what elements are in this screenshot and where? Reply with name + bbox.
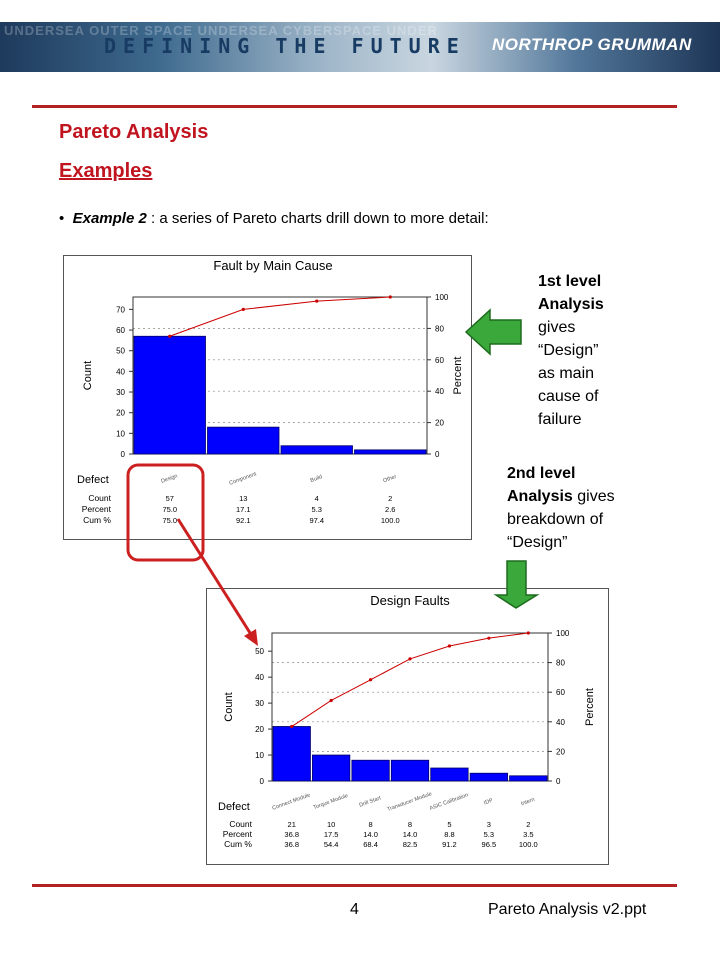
drilldown-connector-line <box>178 519 252 636</box>
right-tick-label: 100 <box>556 629 570 638</box>
bottom-divider <box>32 884 677 887</box>
annotation-first-line-7: failure <box>538 411 582 428</box>
table-cell: 21 <box>287 820 296 829</box>
table-cell: 14.0 <box>363 830 378 839</box>
category-label: Transducer Module <box>386 791 433 813</box>
table-cell: 82.5 <box>402 840 418 849</box>
table-cell: 68.4 <box>363 840 378 849</box>
annotation-second-plain: gives <box>572 488 615 505</box>
y2-axis-label: Percent <box>452 356 464 395</box>
y-axis-label: Count <box>82 360 94 391</box>
right-tick-label: 80 <box>435 324 444 334</box>
category-label: Connect Module <box>271 792 312 812</box>
left-tick-label: 10 <box>116 429 125 439</box>
table-cell: 75.0 <box>162 516 178 525</box>
table-header: Defect <box>77 474 109 486</box>
table-cell: 100.0 <box>380 516 400 525</box>
bullet-emphasis: Example 2 <box>72 210 147 227</box>
left-tick-label: 20 <box>255 725 264 735</box>
left-tick-label: 40 <box>255 673 264 683</box>
annotation-first-line-3: gives <box>538 319 576 336</box>
chart-title: Fault by Main Cause <box>213 258 333 273</box>
bullet-marker: • <box>59 210 73 227</box>
footer-file-name: Pareto Analysis v2.ppt <box>488 901 647 918</box>
drilldown-arrowhead <box>244 629 258 646</box>
right-tick-label: 20 <box>435 418 444 428</box>
left-tick-label: 50 <box>255 647 264 657</box>
category-label: Build <box>309 474 324 484</box>
green-left-arrow <box>466 310 521 354</box>
annotation-first-line-1: 1st level <box>538 273 602 290</box>
table-cell: 17.5 <box>323 830 339 839</box>
slide-subtitle: Examples <box>59 160 153 182</box>
left-tick-label: 10 <box>255 751 264 761</box>
table-cell: 92.1 <box>235 516 251 525</box>
table-cell: 5.3 <box>311 505 322 514</box>
category-label: Design <box>160 473 179 485</box>
footer-page-number: 4 <box>350 901 359 918</box>
table-header: Defect <box>218 801 250 813</box>
table-row-label: Cum % <box>83 515 111 525</box>
right-tick-label: 40 <box>435 387 444 397</box>
right-tick-label: 80 <box>556 658 565 668</box>
annotation-second-line-3: breakdown of <box>507 511 604 528</box>
left-tick-label: 30 <box>116 388 125 398</box>
table-cell: 3.5 <box>523 830 534 839</box>
table-cell: 54.4 <box>323 840 339 849</box>
company-logo: NORTHROP GRUMMAN <box>492 35 692 54</box>
table-cell: 5 <box>447 820 452 829</box>
green-down-arrow <box>496 561 537 608</box>
left-tick-label: 20 <box>116 408 125 418</box>
y-axis-label: Count <box>223 692 235 722</box>
left-tick-label: 0 <box>120 450 125 459</box>
banner-background-words: UNDERSEA OUTER SPACE UNDERSEA CYBERSPACE UNDER <box>4 23 438 38</box>
annotation-second-bold: Analysis <box>507 488 573 505</box>
table-cell: 2 <box>388 494 393 503</box>
table-cell: 4 <box>314 494 319 503</box>
category-label: Drill Start <box>358 795 382 809</box>
bullet-text: : a series of Pareto charts drill down to more detail: <box>146 210 489 227</box>
table-cell: 57 <box>165 494 174 503</box>
header-tagline: DEFINING THE FUTURE <box>104 34 466 58</box>
annotation-first-line-5: as main <box>538 365 595 382</box>
table-row-label: Percent <box>81 504 111 514</box>
left-tick-label: 0 <box>259 777 264 786</box>
table-cell: 10 <box>326 820 336 829</box>
table-cell: 3 <box>486 820 491 829</box>
table-cell: 2 <box>526 820 531 829</box>
table-cell: 100.0 <box>518 840 538 849</box>
table-cell: 13 <box>239 494 248 503</box>
table-cell: 75.0 <box>162 505 178 514</box>
table-cell: 5.3 <box>483 830 495 839</box>
annotation-first-line-2: Analysis <box>538 296 604 313</box>
table-cell: 91.2 <box>442 840 457 849</box>
table-cell: 36.8 <box>284 840 300 849</box>
right-tick-label: 0 <box>556 777 561 786</box>
right-tick-label: 100 <box>435 293 449 302</box>
table-cell: 8 <box>407 820 413 829</box>
table-row-label: Count <box>229 819 252 829</box>
table-cell: 14.0 <box>402 830 418 839</box>
right-tick-label: 60 <box>556 688 565 698</box>
slide-title: Pareto Analysis <box>59 121 209 143</box>
right-tick-label: 60 <box>435 355 444 365</box>
table-cell: 2.6 <box>385 505 396 514</box>
left-tick-label: 60 <box>116 326 125 336</box>
table-cell: 36.8 <box>284 830 300 839</box>
annotation-first-line-6: cause of <box>538 388 599 405</box>
table-cell: 17.1 <box>235 505 251 514</box>
left-tick-label: 50 <box>116 346 125 356</box>
table-cell: 8.8 <box>444 830 455 839</box>
table-cell: 8 <box>368 820 373 829</box>
annotation-first-line-4: “Design” <box>538 342 599 359</box>
left-tick-label: 30 <box>255 699 264 709</box>
annotation-second-line-1: 2nd level <box>507 465 576 482</box>
y2-axis-label: Percent <box>584 688 596 726</box>
table-cell: 96.5 <box>481 840 497 849</box>
table-row-label: Count <box>88 493 111 503</box>
table-row-label: Percent <box>222 829 252 839</box>
right-tick-label: 20 <box>556 747 565 757</box>
design-column-highlight <box>128 465 203 560</box>
table-row-label: Cum % <box>224 839 252 849</box>
right-tick-label: 40 <box>556 717 565 727</box>
category-label: Other <box>382 473 398 485</box>
left-tick-label: 70 <box>116 305 125 315</box>
left-tick-label: 40 <box>116 367 125 377</box>
right-tick-label: 0 <box>435 450 440 459</box>
category-label: IDP <box>483 797 494 807</box>
category-label: Component <box>228 471 258 487</box>
category-label: Intern <box>520 796 536 808</box>
table-cell: 97.4 <box>309 516 325 525</box>
annotation-second-line-4: “Design” <box>507 534 568 551</box>
chart-title: Design Faults <box>370 593 450 608</box>
category-label: Torque Module <box>312 793 349 812</box>
category-label: ASIC Calibration <box>428 792 470 812</box>
